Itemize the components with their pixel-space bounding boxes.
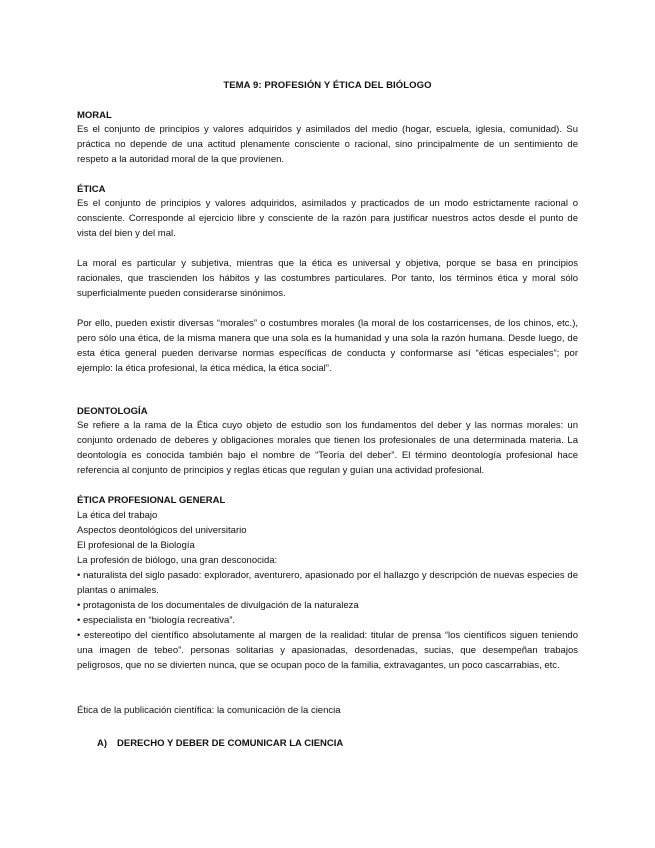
paragraph-etica-2: La moral es particular y subjetiva, mientras que la ética es universal y objetiva, porque se basa en principios racionales, que trascienden los hábitos y las costumbres particulares. Por tanto, los términos ética y moral sólo superficialmente pueden considerarse sinónimos. [77,258,578,300]
section-a-text: DERECHO Y DEBER DE COMUNICAR LA CIENCIA [117,738,344,749]
list-item: La ética del trabajo [77,510,158,521]
publicacion-line: Ética de la publicación científica: la comunicación de la ciencia [77,705,341,716]
paragraph-etica-3: Por ello, pueden existir diversas “morales” o costumbres morales (la moral de los costarricenses, de los chinos, etc.), pero sólo una ética, de la misma manera que una sola es la humanidad y una sola la razón humana. Desde luego, de esta ética general pueden derivarse normas específicas de conducta y conformarse así “éticas especiales”; por ejemplo: la ética profesional, la ética médica, la ética social”. [77,318,578,375]
paragraph-etica: Es el conjunto de principios y valores adquiridos, asimilados y practicados de un modo estrictamente racional o consciente. Corresponde al ejercicio libre y consciente de la razón para justificar nuestros actos desde el punto de vista del bien y del mal. [77,198,578,240]
section-a-heading [97,738,343,749]
heading-etica-profesional: ÉTICA PROFESIONAL GENERAL [77,495,226,506]
bullet-naturalista: • naturalista del siglo pasado: explorador, aventurero, apasionado por el hallazgo y descripción de nuevas especies de plantas o animales. [77,570,578,597]
heading-moral: MORAL [77,110,112,121]
list-item: La profesión de biólogo, una gran desconocida: [77,555,278,566]
section-a-letter: A) [97,738,108,749]
list-item: El profesional de la Biología [77,540,195,551]
document-title: TEMA 9: PROFESIÓN Y ÉTICA DEL BIÓLOGO [223,80,432,91]
bullet-protagonista: • protagonista de los documentales de divulgación de la naturaleza [77,600,359,611]
list-item: Aspectos deontológicos del universitario [77,525,247,536]
bullet-especialista: • especialista en “biología recreativa”. [77,615,236,626]
bullet-estereotipo: • estereotipo del científico absolutamente al margen de la realidad: titular de prensa “los científicos siguen teniendo una imagen de tebeo”. personas solitarias y apasionadas, desordenadas, sucias, que desempeñan trabajos peligrosos, que no se divierten nunca, que se ocupan poco de la familia, extravagantes, un poco cascarrabias, etc. [77,630,578,672]
paragraph-moral: Es el conjunto de principios y valores adquiridos y asimilados del medio (hogar, escuela, iglesia, comunidad). Su práctica no depende de una actitud plenamente consciente o racional, sino principalmente de un sentimiento de respeto a la autoridad moral de la que provienen. [77,124,578,166]
heading-etica: ÉTICA [77,184,106,195]
heading-deontologia: DEONTOLOGÍA [77,406,148,417]
paragraph-deontologia: Se refiere a la rama de la Ética cuyo objeto de estudio son los fundamentos del deber y las normas morales: un conjunto ordenado de deberes y obligaciones morales que tienen los profesionales de una determinada materia. La deontología es conocida también bajo el nombre de “Teoría del deber”. El término deontología profesional hace referencia al conjunto de principios y reglas éticas que regulan y guían una actividad profesional. [77,420,578,477]
